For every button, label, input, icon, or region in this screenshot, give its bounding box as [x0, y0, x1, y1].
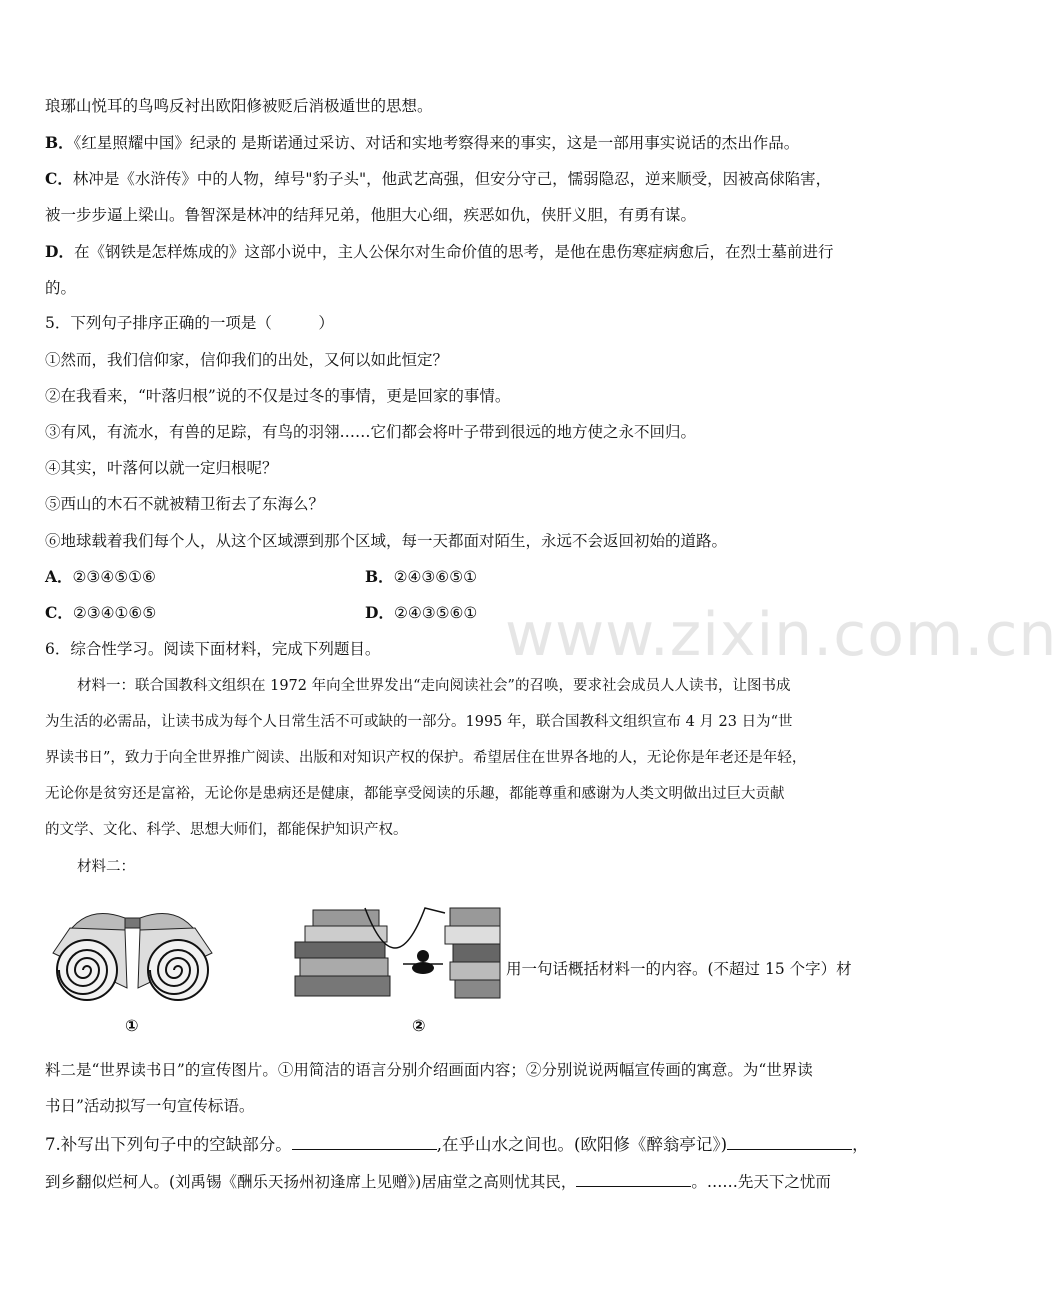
question-6: 6．综合性学习。阅读下面材料，完成下列题目。 — [45, 640, 381, 658]
text-line: 琅琊山悦耳的鸟鸣反衬出欧阳修被贬后消极遁世的思想。 — [45, 97, 433, 115]
option-text: 《红星照耀中国》纪录的 是斯诺通过采访、对话和实地考察得来的事实，这是一部用事实说话的杰出作品。 — [73, 134, 800, 152]
sentence-6: ⑥地球载着我们每个人，从这个区域漂到那个区域，每一天都面对陌生，永远不会返回初始的道路。 — [45, 532, 728, 550]
q7-text: ， — [852, 1135, 869, 1154]
tightrope-books-image — [295, 898, 500, 1003]
option-text: ②④③⑤⑥① — [393, 604, 478, 622]
sentence-2: ②在我看来，“叶落归根”说的不仅是过冬的事情，更是回家的事情。 — [45, 387, 511, 405]
option-text: ②④③⑥⑤① — [393, 568, 477, 586]
option-text: ②③④⑤①⑥ — [72, 568, 156, 586]
material-1-line: 为生活的必需品，让读书成为每个人日常生活不可或缺的一部分。1995 年，联合国教科文组织宣布 4 月 23 日为“世 — [45, 714, 793, 730]
option-text: 在《钢铁是怎样炼成的》这部小说中，主人公保尔对生命价值的思考，是他在患伤寒症病愈后，在烈士墓前进行 — [73, 243, 834, 261]
q7-text: ,在乎山水之间也。(欧阳修《醉翁亭记》) — [436, 1135, 728, 1154]
option-label: D． — [365, 603, 394, 622]
q7-text: 。……先天下之忧而 — [691, 1173, 831, 1191]
material-2-label: 材料二： — [77, 859, 135, 875]
option-d-line — [45, 242, 833, 262]
q7-text: 7.补写出下列句子中的空缺部分。 — [45, 1135, 292, 1154]
sentence-3: ③有风，有流水，有兽的足踪，有鸟的羽翎……它们都会将叶子带到很远的地方使之永不回归。 — [45, 423, 697, 441]
material-1-line: 材料一：联合国教科文组织在 1972 年向全世界发出“走向阅读社会”的召唤，要求社会成员人人读书，让图书成 — [77, 678, 791, 694]
blank-line[interactable] — [292, 1133, 437, 1150]
option-d — [365, 603, 477, 623]
question-7-cont — [45, 1170, 831, 1192]
blank-line[interactable] — [576, 1170, 691, 1187]
question-text: 用一句话概括材料一的内容。(不超过 15 个字）材 — [506, 960, 852, 978]
sentence-1: ①然而，我们信仰家，信仰我们的出处，又何以如此恒定？ — [45, 351, 449, 369]
option-label: B． — [45, 133, 74, 152]
option-c-line — [45, 169, 831, 189]
option-text: ②③④①⑥⑤ — [72, 604, 157, 622]
q7-text: 到乡翻似烂柯人。(刘禹锡《酬乐天扬州初逢席上见赠》)居庙堂之高则忧其民， — [45, 1173, 577, 1191]
figure-2-number: ② — [412, 1016, 426, 1035]
watermark: www.zixin.com.cn — [505, 600, 1057, 670]
figure-1-number: ① — [125, 1016, 139, 1035]
sentence-5: ⑤西山的木石不就被精卫衔去了东海么？ — [45, 495, 325, 513]
blank-line[interactable] — [727, 1133, 852, 1150]
question-text: 料二是“世界读书日”的宣传图片。①用简洁的语言分别介绍画面内容；②分别说说两幅宣传画的寓意。为“世界读 — [45, 1061, 813, 1079]
option-c — [45, 603, 156, 623]
material-1-line: 界读书日”，致力于向全世界推广阅读、出版和对知识产权的保护。希望居住在世界各地的人，无论你是年老还是年轻， — [45, 750, 807, 766]
question-text: 书日”活动拟写一句宣传标语。 — [45, 1097, 255, 1115]
binoculars-book-image — [45, 898, 220, 1003]
option-text: 林冲是《水浒传》中的人物，绰号"豹子头"，他武艺高强，但安分守己，懦弱隐忍，逆来顺受，因被高俅陷害， — [72, 170, 832, 188]
sentence-4: ④其实，叶落何以就一定归根呢？ — [45, 459, 278, 477]
text-line: 的。 — [45, 279, 77, 297]
material-1-line: 无论你是贫穷还是富裕，无论你是患病还是健康，都能享受阅读的乐趣，都能尊重和感谢为人类文明做出过巨大贡献 — [45, 786, 785, 802]
option-label: C． — [45, 603, 73, 622]
question-5: 5．下列句子排序正确的一项是（ ） — [45, 314, 334, 332]
text-line: 被一步步逼上梁山。鲁智深是林冲的结拜兄弟，他胆大心细，疾恶如仇，侠肝义胆，有勇有谋。 — [45, 206, 697, 224]
option-label: A． — [45, 567, 73, 586]
option-b — [365, 567, 477, 587]
option-label: D． — [45, 242, 74, 261]
material-1-line: 的文学、文化、科学、思想大师们，都能保护知识产权。 — [45, 822, 408, 838]
option-a — [45, 567, 156, 587]
option-b-line — [45, 133, 799, 153]
option-label: B． — [365, 567, 394, 586]
question-7 — [45, 1133, 869, 1155]
option-label: C． — [45, 169, 73, 188]
